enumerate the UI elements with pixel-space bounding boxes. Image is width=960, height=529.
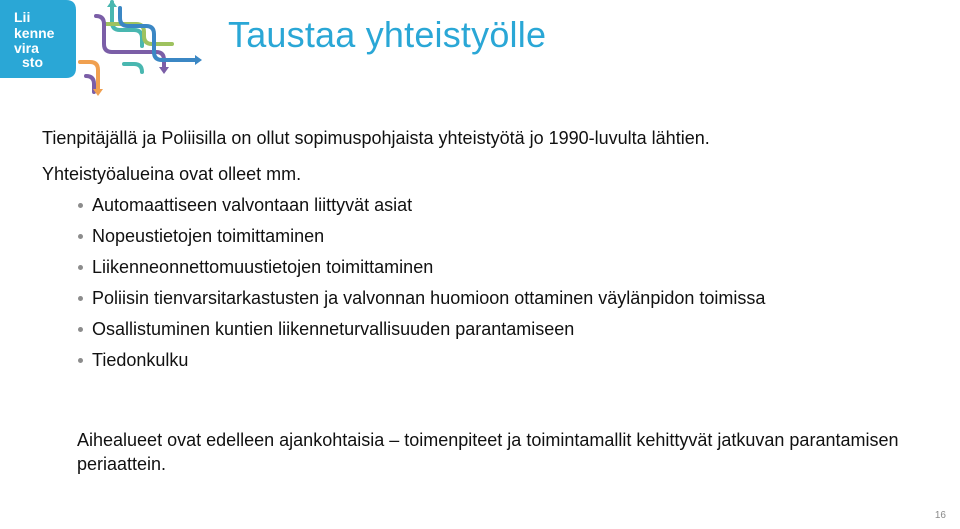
list-item: Osallistuminen kuntien liikenneturvallisuuden parantamiseen	[76, 317, 896, 341]
intro-paragraph: Tienpitäjällä ja Poliisilla on ollut sopimuspohjaista yhteistyötä jo 1990-luvulta lähtien.	[42, 128, 710, 148]
liikennevirasto-logo	[0, 0, 76, 78]
areas-heading: Yhteistyöalueina ovat olleet mm.	[42, 164, 302, 184]
brand-lines-graphic	[76, 0, 206, 100]
list-item: Automaattiseen valvontaan liittyvät asiat	[76, 193, 896, 217]
logo-text-line3: vira	[14, 40, 39, 56]
list-item: Tiedonkulku	[76, 348, 896, 372]
summary-paragraph: Aihealueet ovat edelleen ajankohtaisia – toimenpiteet ja toimintamallit kehittyvät jatkuvan parantamisen periaattein.	[77, 430, 899, 474]
logo-text-line4: sto	[22, 54, 43, 70]
page-number: 16	[934, 510, 946, 521]
logo-text-line2: kenne	[14, 25, 55, 41]
list-item: Nopeustietojen toimittaminen	[76, 224, 896, 248]
slide-title: Taustaa yhteistyölle	[228, 14, 547, 55]
list-item: Liikenneonnettomuustietojen toimittaminen	[76, 255, 896, 279]
logo-text-line1: Lii	[14, 9, 31, 25]
cooperation-areas-list	[76, 193, 896, 379]
list-item: Poliisin tienvarsitarkastusten ja valvonnan huomioon ottaminen väylänpidon toimissa	[76, 286, 896, 310]
